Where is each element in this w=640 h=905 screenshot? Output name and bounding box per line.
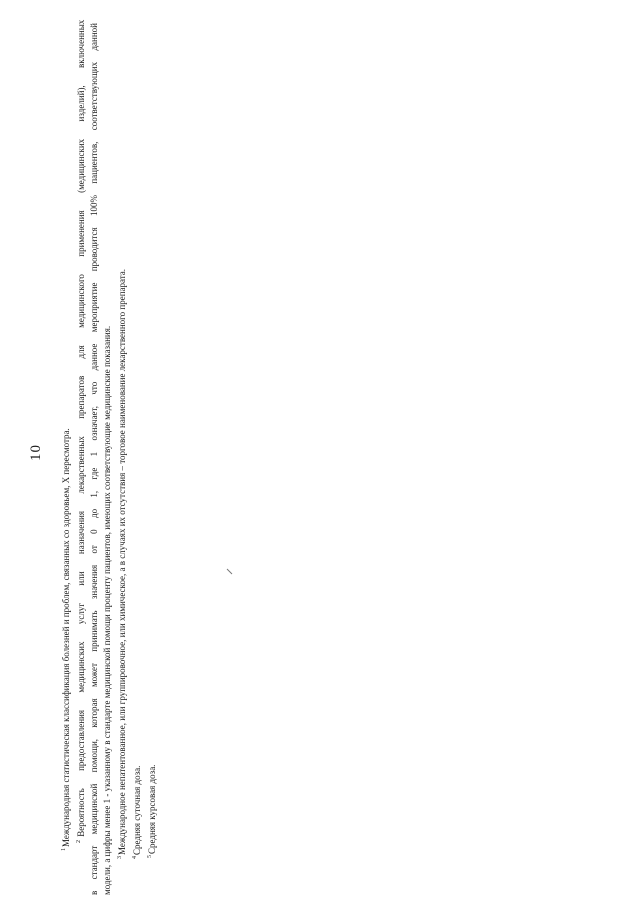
footnote-marker: 1 [61, 848, 67, 851]
footnote-1 [58, 20, 73, 895]
footnote-2 [73, 20, 88, 895]
footnote-2-continuation [101, 20, 114, 895]
footnote-2-continuation [88, 20, 101, 895]
footnote-marker: 2 [76, 840, 82, 843]
scan-speck-line [227, 569, 232, 574]
footnote-text: Вероятность предоставления медицинских услуг или назначения лекарственных препаратов для медицинского применения (медицинских изделий), включенных [76, 19, 86, 837]
footnote-4 [129, 20, 144, 895]
footnote-5 [144, 20, 159, 895]
footnote-text: модели, а цифры менее 1 - указанному в стандарте медицинской помощи проценту пациентов, имеющих соответствующие медицинские показания. [102, 325, 112, 895]
footnote-marker: 5 [147, 855, 153, 858]
footnote-text: в стандарт медицинской помощи, которая может принимать значения от 0 до 1, где 1 означает, что данное мероприятие проводится 100% пациентов, соответствующих данной [89, 23, 99, 895]
footnote-text: Международная статистическая классификация болезней и проблем, связанных со здоровьем, X пересмотра. [61, 428, 71, 847]
page-number: 10 [28, 444, 44, 461]
footnote-text: Средняя суточная доза. [132, 765, 142, 855]
footnote-text: Международное непатентованное, или группировочное, или химическое, а в случаях их отсутствия – торговое наименование лекарственного препарата. [117, 268, 127, 855]
footnote-marker: 4 [132, 856, 138, 859]
footnotes [58, 20, 159, 895]
footnote-marker: 3 [117, 856, 123, 859]
footnote-3 [114, 20, 129, 895]
footnote-text: Средняя курсовая доза. [147, 764, 157, 854]
scan-speck [226, 568, 234, 576]
